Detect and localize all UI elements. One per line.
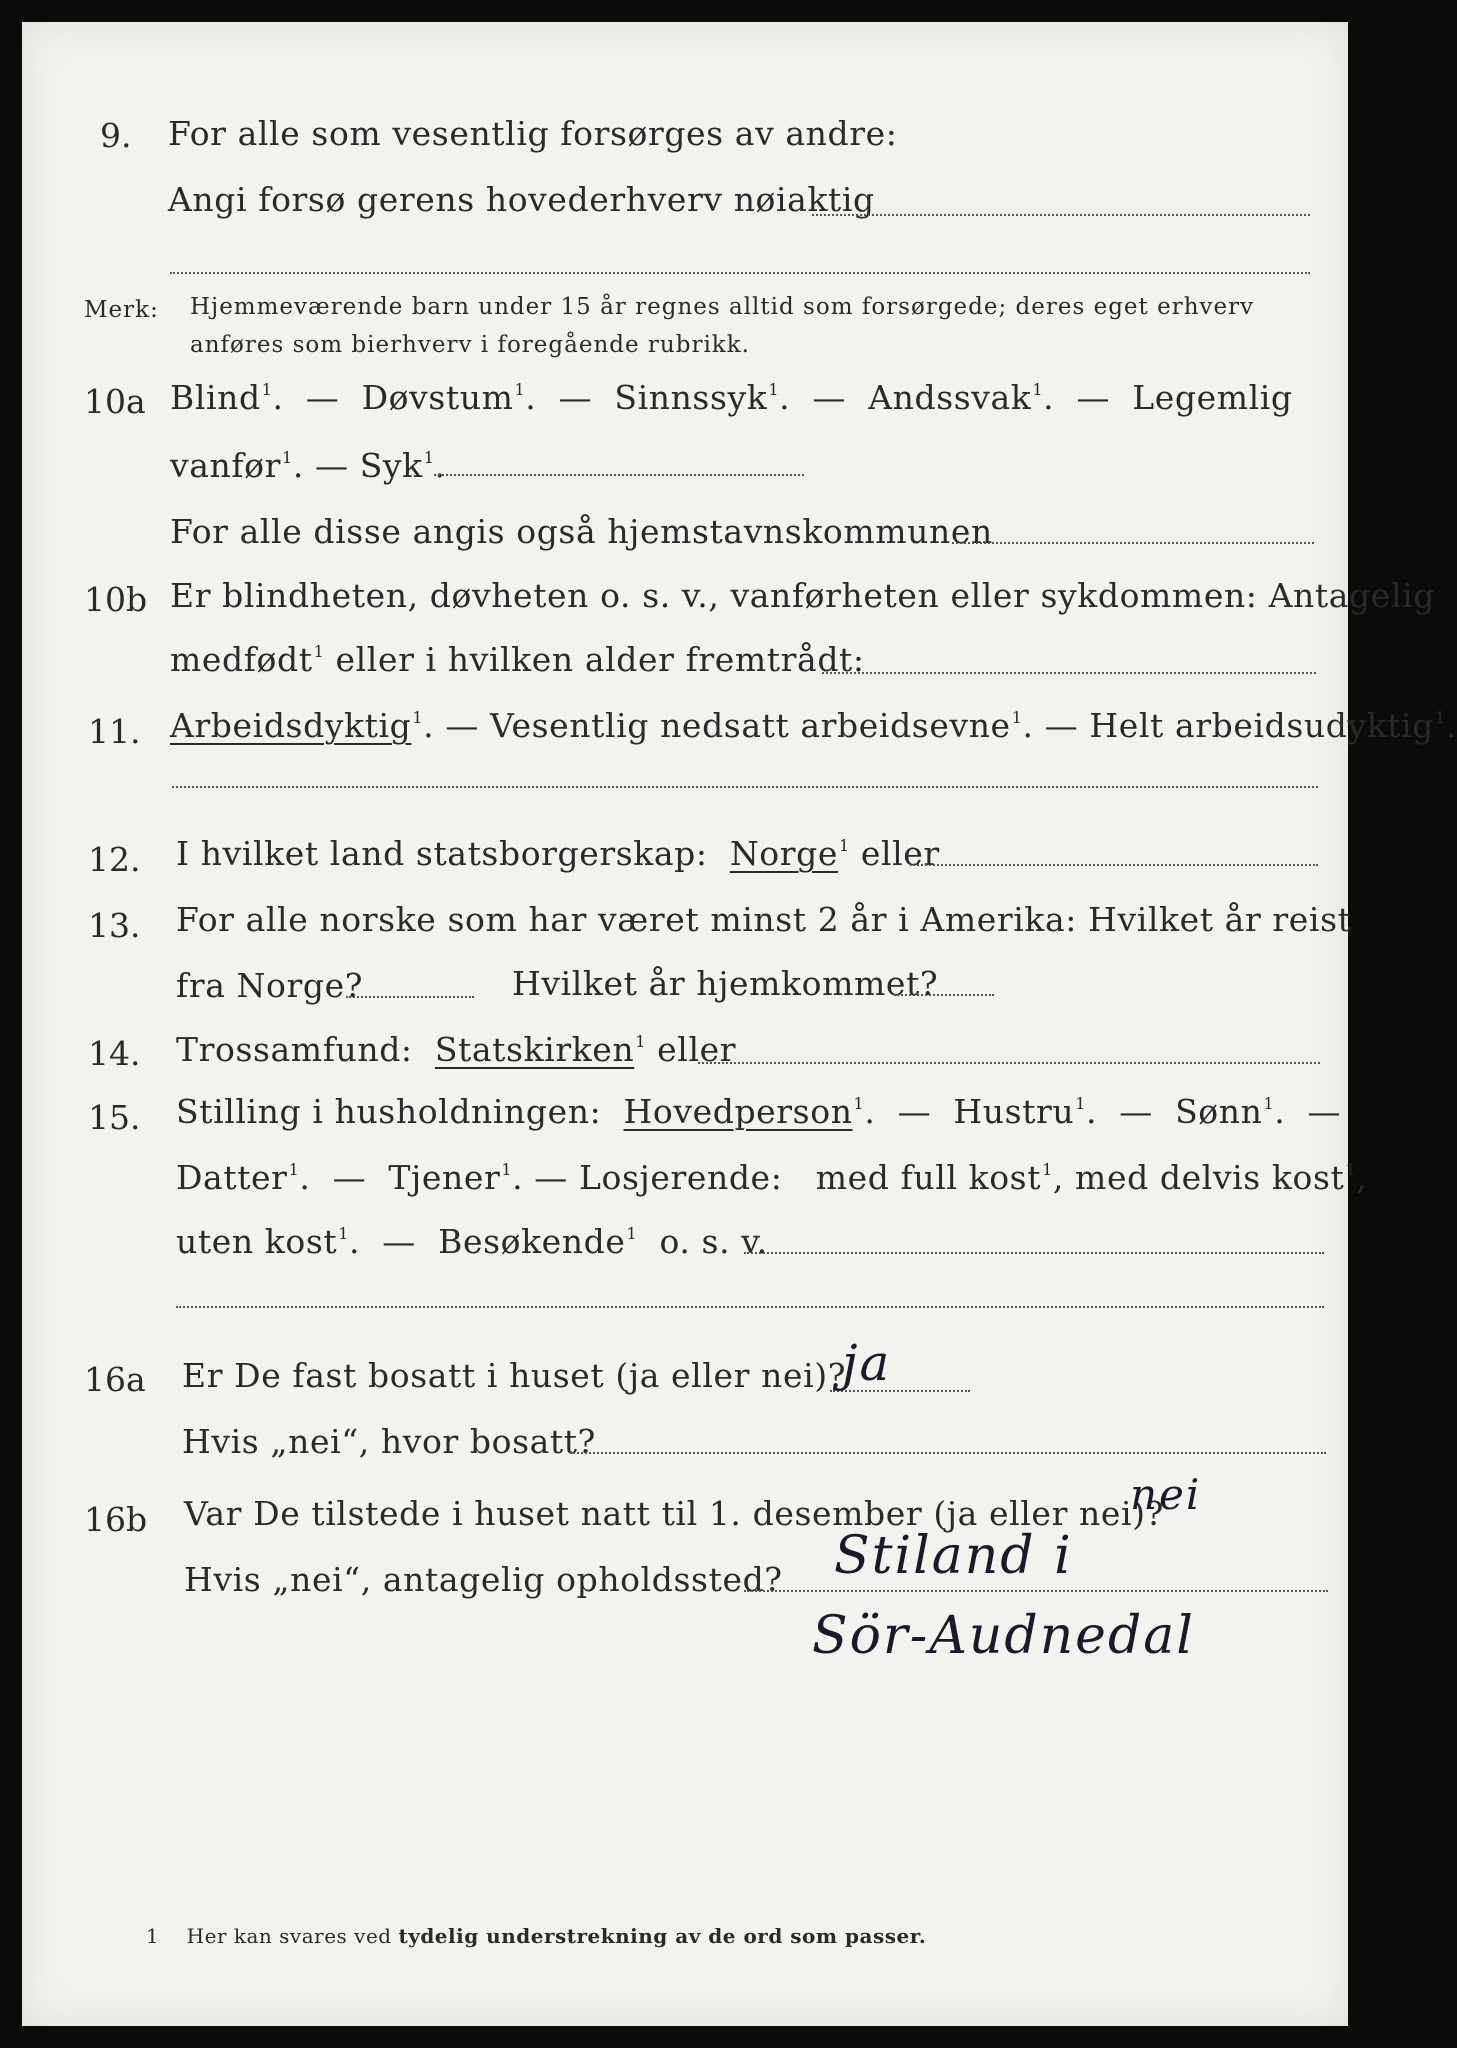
- q14-statskirken: Statskirken: [434, 1030, 635, 1069]
- q13-number: 13.: [88, 906, 141, 945]
- q10a-syk-line: [434, 474, 804, 476]
- q12-answer-line: [910, 864, 1318, 866]
- q13-hjemkommet: Hvilket år hjemkommet?: [512, 964, 939, 1003]
- q12-norge: Norge: [729, 834, 838, 873]
- q9-answer-line: [812, 214, 1310, 216]
- q15-hovedperson: Hovedperson: [623, 1092, 853, 1131]
- q16b-handwritten-place-1: Stiland i: [834, 1526, 1073, 1586]
- q12-line: I hvilket land statsborgerskap: Norge$^1$ eller: [176, 834, 940, 873]
- q16b-handwritten-place-2: Sör-Audnedal: [812, 1606, 1195, 1666]
- q9-number: 9.: [100, 116, 132, 155]
- q16a-bosatt-line: [570, 1452, 1326, 1454]
- q16b-line1: Var De tilstede i huset natt til 1. desember (ja eller nei)?: [184, 1494, 1164, 1533]
- q10b-number: 10b: [84, 580, 148, 619]
- q15-answer-line: [744, 1252, 1324, 1254]
- q11-answer-line: [172, 786, 1318, 788]
- q11-line: Arbeidsdyktig$^1$. — Vesentlig nedsatt arbeidsevne$^1$. — Helt arbeidsudyktig$^1$.: [170, 706, 1457, 745]
- merk-label: Merk:: [84, 297, 159, 323]
- q10a-kommune-line: [952, 542, 1314, 544]
- q13-line1: For alle norske som har været minst 2 år i Amerika: Hvilket år reist: [176, 900, 1352, 939]
- q13-fra-norge: fra Norge?: [176, 966, 364, 1005]
- q16b-number: 16b: [84, 1500, 148, 1539]
- q16b-line2: Hvis „nei“, antagelig opholdssted?: [184, 1560, 783, 1599]
- q16a-number: 16a: [84, 1360, 146, 1399]
- q10a-line1: Blind$^1$. — Døvstum$^1$. — Sinnssyk$^1$. — Andssvak$^1$. — Legemlig: [170, 378, 1293, 417]
- q16b-handwritten-answer: nei: [1130, 1470, 1202, 1519]
- q10a-line2: vanfør$^1$. — Syk$^1$.: [170, 446, 446, 485]
- q10b-answer-line: [822, 672, 1316, 674]
- q14-line: Trossamfund: Statskirken$^1$ eller: [176, 1030, 737, 1069]
- q10a-number: 10a: [84, 382, 146, 421]
- merk-line2: anføres som bierhverv i foregående rubrikk.: [190, 332, 750, 358]
- q15-number: 15.: [88, 1098, 141, 1137]
- q9-answer-line-2: [170, 272, 1310, 274]
- q15-line2: Datter$^1$. — Tjener$^1$. — Losjerende: med full kost$^1$, med delvis kost$^1$,: [176, 1158, 1368, 1197]
- footnote: 1 Her kan svares ved tydelig understrekning av de ord som passer.: [146, 1924, 927, 1948]
- q13-hjem-line: [894, 994, 994, 996]
- q14-number: 14.: [88, 1034, 141, 1073]
- q16b-opholdssted-line: [744, 1590, 1328, 1592]
- q14-answer-line: [698, 1062, 1320, 1064]
- q9-line1: For alle som vesentlig forsørges av andre:: [168, 114, 898, 153]
- q15-line1: Stilling i husholdningen: Hovedperson$^1$. — Hustru$^1$. — Sønn$^1$. —: [176, 1092, 1342, 1131]
- q16a-line1: Er De fast bosatt i huset (ja eller nei)?: [182, 1356, 846, 1395]
- q11-option-arbeidsdyktig: Arbeidsdyktig: [170, 706, 412, 745]
- q15-line3: uten kost$^1$. — Besøkende$^1$ o. s. v.: [176, 1222, 768, 1261]
- q16a-line2: Hvis „nei“, hvor bosatt?: [182, 1422, 596, 1461]
- q11-number: 11.: [88, 712, 141, 751]
- q16a-handwritten-answer: ja: [842, 1334, 892, 1392]
- census-form-page: [22, 22, 1457, 2026]
- q9-line2: Angi forsø gerens hovederhverv nøiaktig: [168, 180, 875, 219]
- q13-fra-line: [346, 996, 474, 998]
- merk-line1: Hjemmeværende barn under 15 år regnes alltid som forsørgede; deres eget erhverv: [190, 294, 1255, 320]
- q10b-line1: Er blindheten, døvheten o. s. v., vanførheten eller sykdommen: Antagelig: [170, 576, 1435, 615]
- q15-answer-line-2: [176, 1306, 1324, 1308]
- q10b-line2: medfødt$^1$ eller i hvilken alder fremtrådt:: [170, 640, 865, 679]
- q10a-line3: For alle disse angis også hjemstavnskommunen: [170, 512, 993, 551]
- q12-number: 12.: [88, 840, 141, 879]
